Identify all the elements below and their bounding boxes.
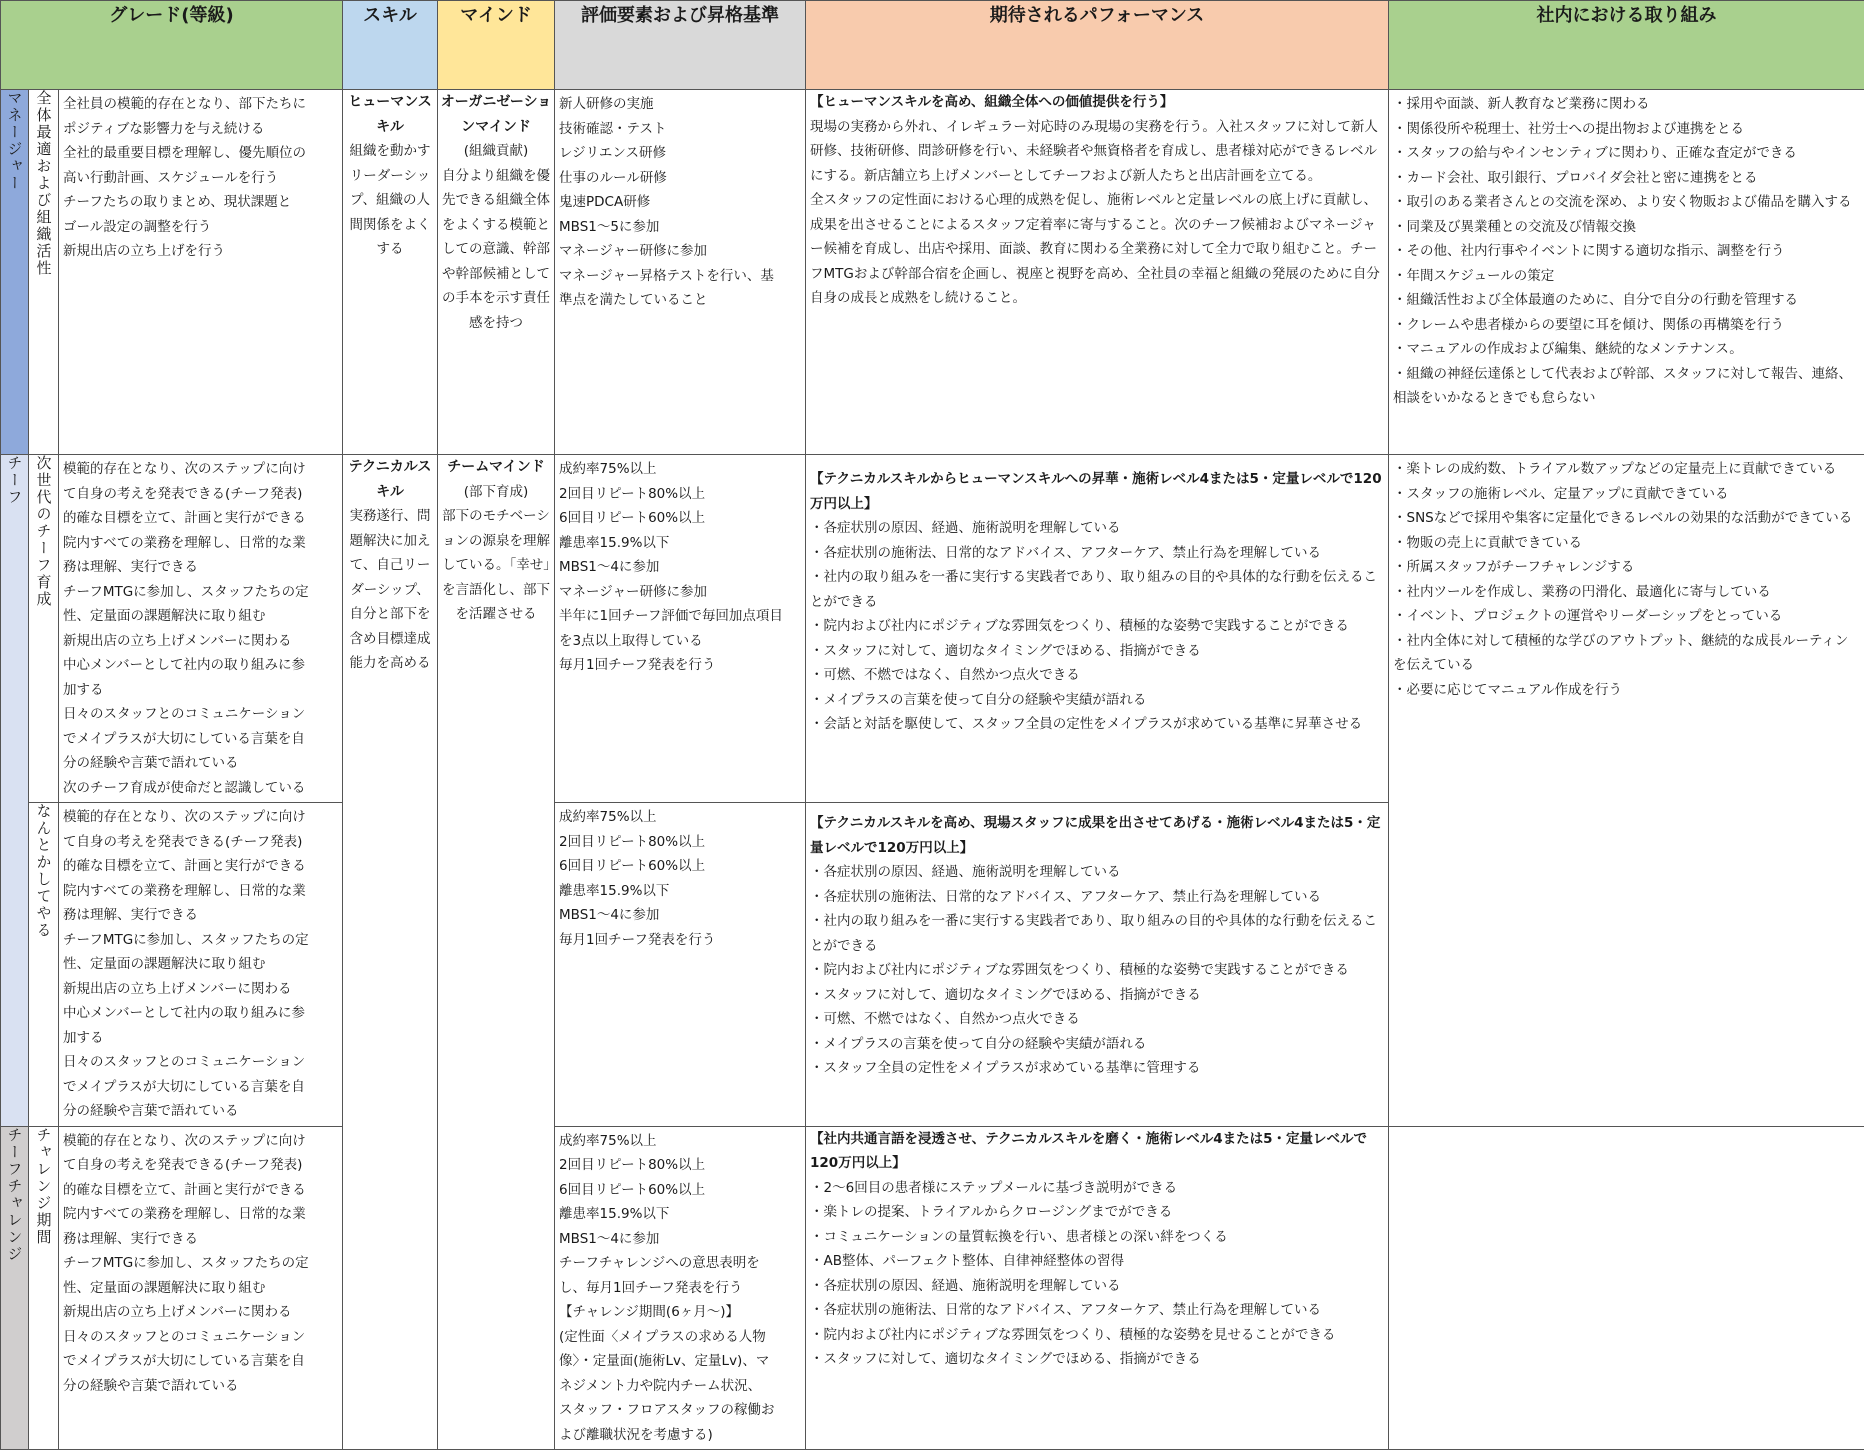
band-challenge: チーフチャレンジ [1,1126,29,1450]
chief1-perf [806,455,1389,803]
manager-perf [806,90,1389,455]
team-mind-sub: (部下育成) [438,480,554,505]
chief2-perf-title: 【テクニカルスキルを高め、現場スタッフに成果を出させてあげる・施術レベル4または5・定量レベルで120万円以上】 [806,803,1388,860]
challenge-desc: 模範的存在となり、次のステップに向け て自身の考えを発表できる(チーフ発表) 的確な目標を立て、計画と実行ができる 院内すべての業務を理解し、日常的な業 務は理解、実行できる チーフMTGに参加し、スタッフたちの定 性、定量面の課題解決に取り組む 新規出店の立ち上げメンバーに関わる 日々のスタッフとのコミュニケーション でメイプラスが大切にしている言葉を自 分の経験や言葉で語れている [59,1126,343,1450]
manager-skill [343,90,438,455]
challenge-row [1,1126,1864,1450]
header-corp: 社内における取り組み [1389,1,1864,90]
tech-skill [343,455,438,1450]
manager-mind-sub: (組織貢献) [438,139,554,164]
chief1-desc: 模範的存在となり、次のステップに向け て自身の考えを発表できる(チーフ発表) 的確な目標を立て、計画と実行ができる 院内すべての業務を理解し、日常的な業 務は理解、実行できる チーフMTGに参加し、スタッフたちの定 性、定量面の課題解決に取り組む 新規出店の立ち上げメンバーに関わる 中心メンバーとして社内の取り組みに参 加する 日々のスタッフとのコミュニケーション でメイプラスが大切にしている言葉を自 分の経験や言葉で語れている 次のチーフ育成が使命だと認識している [59,455,343,803]
chief1-eval: 成約率75%以上 2回目リピート80%以上 6回目リピート60%以上 離患率15.9%以下 MBS1〜4に参加 マネージャー研修に参加 半年に1回チーフ評価で毎回加点項目 を3点以上取得している 毎月1回チーフ発表を行う [555,455,806,803]
challenge-perf-title: 【社内共通言語を浸透させ、テクニカルスキルを磨く・施術レベル4または5・定量レベルで120万円以上】 [806,1127,1388,1176]
tech-skill-desc: 実務遂行、問題解決に加えて、自己リーダーシップ、自分と部下を含め目標達成能力を高める [343,504,437,676]
manager-corp: ・採用や面談、新人教育など業務に関わる ・関係役所や税理士、社労士への提出物および連携をとる ・スタッフの給与やインセンティブに関わり、正確な査定ができる ・カード会社、取引銀行、プロバイダ会社と密に連携をとる ・取引のある業者さんとの交流を深め、より安く物販および備品を購入する ・同業及び異業種との交流及び情報交換 ・その他、社内行事やイベントに関する適切な指示、調整を行う ・年間スケジュールの策定 ・組織活性および全体最適のために、自分で自分の行動を管理する ・クレームや患者様からの要望に耳を傾け、関係の再構築を行う ・マニュアルの作成および編集、継続的なメンテナンス。 ・組織の神経伝達係として代表および幹部、スタッフに対して報告、連絡、相談をいかなるときでも怠らない [1389,90,1864,455]
chief1-sub: 次世代のチーフ育成 [29,455,59,803]
header-grade: グレード(等級) [1,1,343,90]
header-mind: マインド [438,1,555,90]
challenge-corp [1389,1126,1864,1450]
team-mind [438,455,555,1450]
header-eval: 評価要素および昇格基準 [555,1,806,90]
manager-perf-body: 現場の実務から外れ、イレギュラー対応時のみ現場の実務を行う。入社スタッフに対して新人研修、技術研修、問診研修を行い、未経験者や無資格者を育成し、患者様対応ができるレベルにする。新店舗立ち上げメンバーとしてチーフおよび新人たちと出店計画を立てる。 全スタッフの定性面における心理的成熟を促し、施術レベルと定量レベルの底上げに貢献し、成果を出させることによるスタッフ定着率に寄与すること。次のチーフ候補およびマネージャー候補を育成し、出店や採用、面談、教育に関わる全業務に対して全力で取り組むこと。チーフMTGおよび幹部合宿を企画し、視座と視野を高め、全社員の幸福と組織の発展のために自分自身の成長と成熟をし続けること。 [806,115,1388,311]
manager-perf-title: 【ヒューマンスキルを高め、組織全体への価値提供を行う】 [806,90,1388,115]
manager-desc: 全社員の模範的存在となり、部下たちに ポジティブな影響力を与え続ける 全社的最重要目標を理解し、優先順位の 高い行動計画、スケジュールを行う チーフたちの取りまとめ、現状課題と ゴール設定の調整を行う 新規出店の立ち上げを行う [59,90,343,455]
chief-corp: ・楽トレの成約数、トライアル数アップなどの定量売上に貢献できている ・スタッフの施術レベル、定量アップに貢献できている ・SNSなどで採用や集客に定量化できるレベルの効果的な活動ができている ・物販の売上に貢献できている ・所属スタッフがチーフチャレンジする ・社内ツールを作成し、業務の円滑化、最適化に寄与している ・イベント、プロジェクトの運営やリーダーシップをとっている ・社内全体に対して積極的な学びのアウトプット、継続的な成長ルーティンを伝えている ・必要に応じてマニュアル作成を行う [1389,455,1864,1127]
manager-eval: 新人研修の実施 技術確認・テスト レジリエンス研修 仕事のルール研修 鬼速PDCA研修 MBS1〜5に参加 マネージャー研修に参加 マネージャー昇格テストを行い、基 準点を満たしていること [555,90,806,455]
team-mind-title: チームマインド [438,455,554,480]
challenge-sub: チャレンジ期間 [29,1126,59,1450]
team-mind-desc: 部下のモチベーションの源泉を理解している。「幸せ」を言語化し、部下を活躍させる [438,504,554,627]
chief1-row [1,455,1864,803]
manager-mind [438,90,555,455]
header-row [1,1,1864,90]
band-manager: マネージャー [1,90,29,455]
manager-mind-desc: 自分より組織を優先できる組織全体をよくする模範としての意識、幹部や幹部候補としての手本を示す責任感を持つ [438,164,554,336]
challenge-perf [806,1126,1389,1450]
manager-sub: 全体最適および組織活性 [29,90,59,455]
challenge-eval: 成約率75%以上 2回目リピート80%以上 6回目リピート60%以上 離患率15.9%以下 MBS1〜4に参加 チーフチャレンジへの意思表明を し、毎月1回チーフ発表を行う 【チャレンジ期間(6ヶ月〜)】 (定性面〈メイプラスの求める人物 像〉・定量面(施術Lv、定量Lv)、マ ネジメント力や院内チーム状況、 スタッフ・フロアスタッフの稼働お よび離職状況を考慮する) [555,1126,806,1450]
tech-skill-title: テクニカルスキル [343,455,437,504]
manager-skill-desc: 組織を動かすリーダーシップ、組織の人間関係をよくする [343,139,437,262]
chief2-sub: なんとかしてやる [29,803,59,1127]
manager-skill-title: ヒューマンスキル [343,90,437,139]
chief1-perf-title: 【テクニカルスキルからヒューマンスキルへの昇華・施術レベル4または5・定量レベルで120万円以上】 [806,455,1388,516]
challenge-perf-body: ・2〜6回目の患者様にステップメールに基づき説明ができる ・楽トレの提案、トライアルからクロージングまでができる ・コミュニケーションの量質転換を行い、患者様との深い絆をつくる ・AB整体、パーフェクト整体、自律神経整体の習得 ・各症状別の原因、経過、施術説明を理解している ・各症状別の施術法、日常的なアドバイス、アフターケア、禁止行為を理解している ・院内および社内にポジティブな雰囲気をつくり、積極的な姿勢を見せることができる ・スタッフに対して、適切なタイミングでほめる、指摘ができる [806,1176,1388,1372]
band-chief: チーフ [1,455,29,1127]
manager-row [1,90,1864,455]
chief2-desc: 模範的存在となり、次のステップに向け て自身の考えを発表できる(チーフ発表) 的確な目標を立て、計画と実行ができる 院内すべての業務を理解し、日常的な業 務は理解、実行できる チーフMTGに参加し、スタッフたちの定 性、定量面の課題解決に取り組む 新規出店の立ち上げメンバーに関わる 中心メンバーとして社内の取り組みに参 加する 日々のスタッフとのコミュニケーション でメイプラスが大切にしている言葉を自 分の経験や言葉で語れている [59,803,343,1127]
chief1-perf-body: ・各症状別の原因、経過、施術説明を理解している ・各症状別の施術法、日常的なアドバイス、アフターケア、禁止行為を理解している ・社内の取り組みを一番に実行する実践者であり、取り組みの目的や具体的な行動を伝えることができる ・院内および社内にポジティブな雰囲気をつくり、積極的な姿勢で実践することができる ・スタッフに対して、適切なタイミングでほめる、指摘ができる ・可燃、不燃ではなく、自然かつ点火できる ・メイプラスの言葉を使って自分の経験や実績が語れる ・会話と対話を駆使して、スタッフ全員の定性をメイプラスが求めている基準に昇華させる [806,516,1388,737]
header-perf: 期待されるパフォーマンス [806,1,1389,90]
chief2-perf [806,803,1389,1127]
chief2-eval: 成約率75%以上 2回目リピート80%以上 6回目リピート60%以上 離患率15.9%以下 MBS1〜4に参加 毎月1回チーフ発表を行う [555,803,806,1127]
header-skill: スキル [343,1,438,90]
manager-mind-title: オーガニゼーションマインド [438,90,554,139]
chief2-perf-body: ・各症状別の原因、経過、施術説明を理解している ・各症状別の施術法、日常的なアドバイス、アフターケア、禁止行為を理解している ・社内の取り組みを一番に実行する実践者であり、取り組みの目的や具体的な行動を伝えることができる ・院内および社内にポジティブな雰囲気をつくり、積極的な姿勢で実践することができる ・スタッフに対して、適切なタイミングでほめる、指摘ができる ・可燃、不燃ではなく、自然かつ点火できる ・メイプラスの言葉を使って自分の経験や実績が語れる ・スタッフ全員の定性をメイプラスが求めている基準に管理する [806,860,1388,1081]
